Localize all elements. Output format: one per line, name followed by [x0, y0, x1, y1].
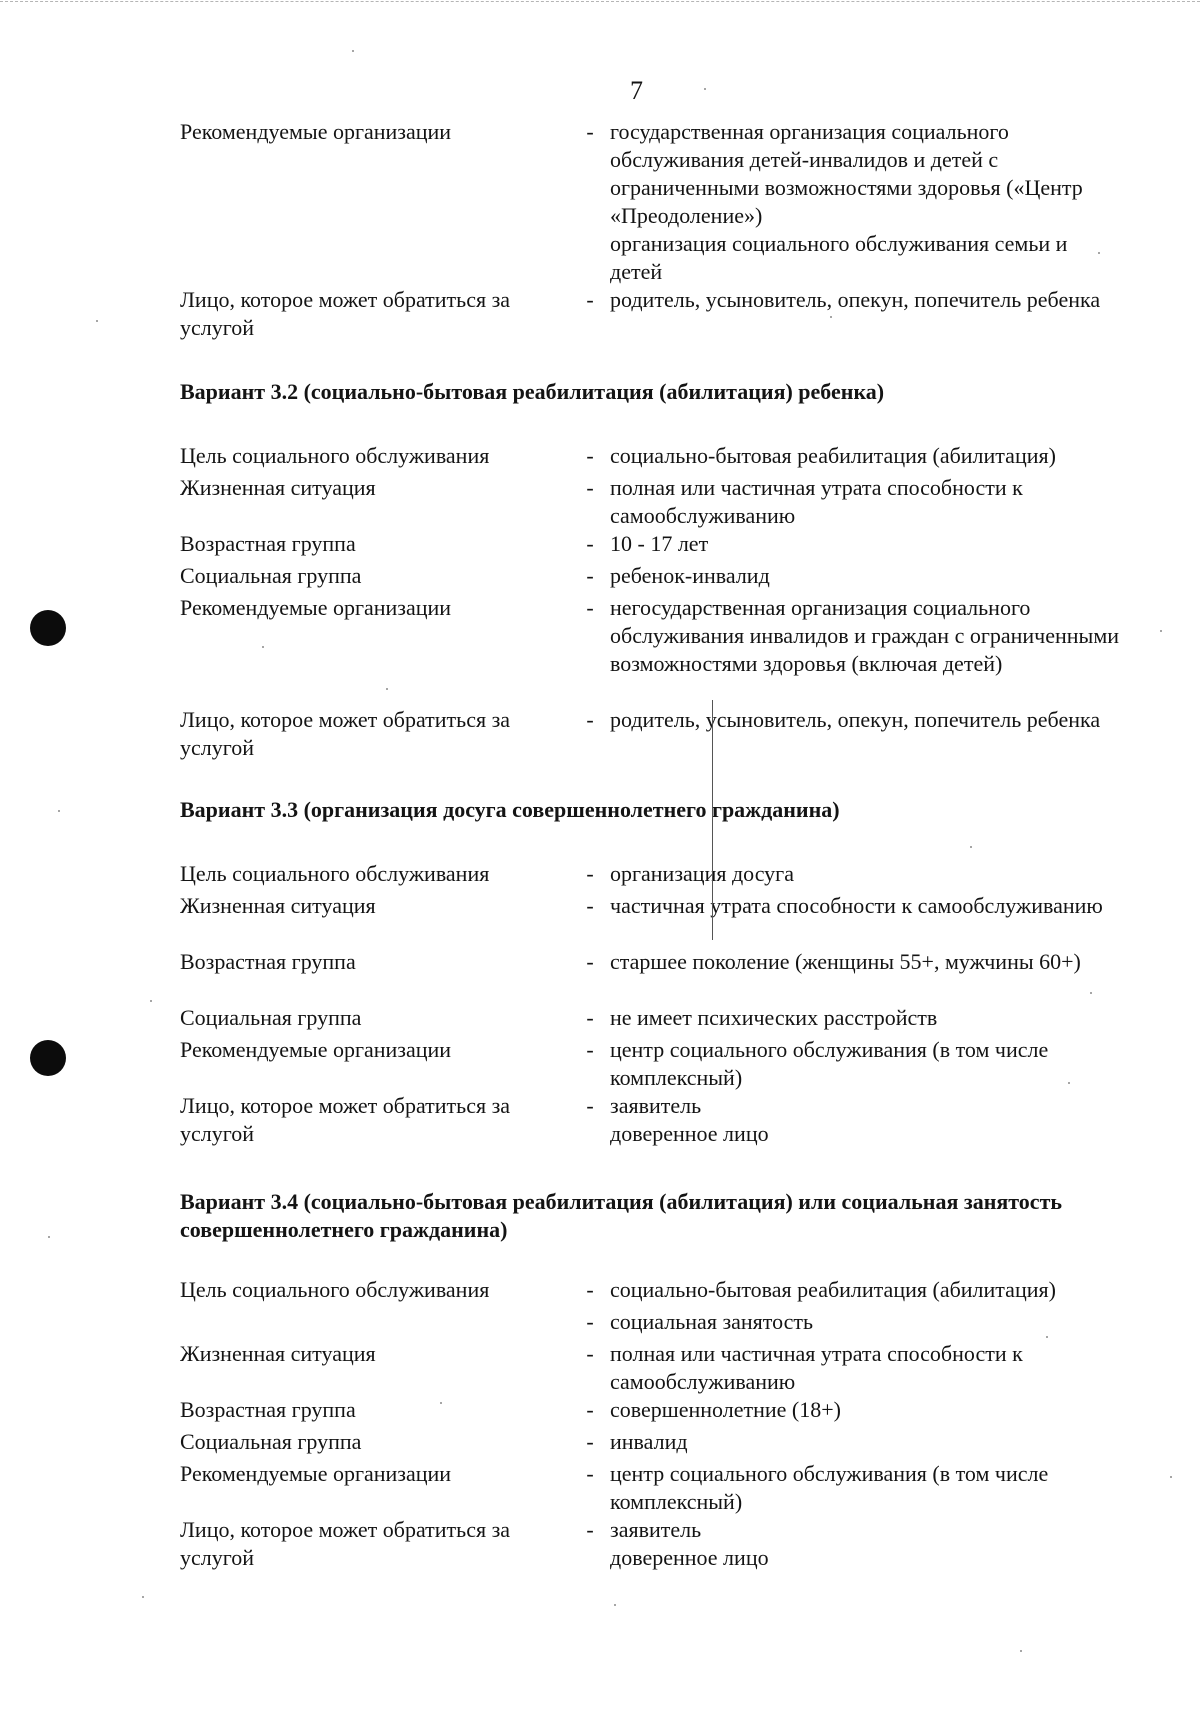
row-value: социально-бытовая реабилитация (абилитация)	[610, 443, 1056, 468]
row-values	[610, 1092, 1120, 1148]
row-label: Возрастная группа	[180, 949, 356, 974]
row-value: негосударственная организация социального обслуживания инвалидов и граждан с ограниченными возможностями здоровья (включая детей)	[610, 595, 1120, 676]
dash-separator: -	[586, 1277, 594, 1302]
row-label: Лицо, которое может обратиться за услугой	[180, 1517, 511, 1570]
row-value: заявитель доверенное лицо	[610, 1517, 769, 1570]
dash-separator: -	[586, 893, 594, 918]
dash-separator: -	[586, 707, 594, 732]
row-label: Рекомендуемые организации	[180, 1037, 452, 1062]
row-label: Социальная группа	[180, 1429, 362, 1454]
binder-hole-mark	[30, 1040, 66, 1076]
dash-separator: -	[586, 1461, 594, 1486]
row-values	[610, 1276, 1120, 1336]
row-label: Цель социального обслуживания	[180, 861, 490, 886]
dash-separator: -	[586, 1341, 594, 1366]
row-value: заявитель доверенное лицо	[610, 1093, 769, 1146]
row-value: центр социального обслуживания (в том числе комплексный)	[610, 1037, 1049, 1090]
row-label: Цель социального обслуживания	[180, 1277, 490, 1302]
page-number: 7	[630, 76, 643, 105]
row-value: полная или частичная утрата способности к самообслуживанию	[610, 475, 1023, 528]
row-value: инвалид	[610, 1429, 688, 1454]
row-label: Жизненная ситуация	[180, 893, 376, 918]
row-value: ребенок-инвалид	[610, 563, 770, 588]
dash-separator: -	[586, 861, 594, 886]
row-label: Рекомендуемые организации	[180, 595, 452, 620]
row-values	[610, 118, 1120, 286]
row-value: частичная утрата способности к самообслуживанию	[610, 893, 1103, 918]
row-values	[610, 562, 1120, 590]
dash-separator: -	[586, 475, 594, 500]
row-value: центр социального обслуживания (в том числе комплексный)	[610, 1461, 1049, 1514]
dash-separator: -	[586, 531, 594, 556]
row-values	[610, 1516, 1120, 1572]
row-value: не имеет психических расстройств	[610, 1005, 938, 1030]
dash-separator: -	[586, 1397, 594, 1422]
row-values	[610, 892, 1120, 920]
section-heading-3-3: Вариант 3.3 (организация досуга совершеннолетнего гражданина)	[180, 797, 840, 822]
dash-separator: -	[586, 1517, 594, 1542]
row-label: Жизненная ситуация	[180, 1341, 376, 1366]
row-label: Лицо, которое может обратиться за услугой	[180, 707, 511, 760]
row-values	[610, 594, 1120, 678]
dash-separator: -	[586, 119, 594, 144]
row-label: Лицо, которое может обратиться за услугой	[180, 287, 511, 340]
scan-line-artifact	[712, 700, 713, 940]
dash-separator: -	[586, 287, 594, 312]
row-label: Возрастная группа	[180, 1397, 356, 1422]
dash-separator: -	[586, 443, 594, 468]
row-value: социально-бытовая реабилитация (абилитация)	[610, 1277, 1056, 1302]
dash-separator: -	[586, 1005, 594, 1030]
section-heading-3-2: Вариант 3.2 (социально-бытовая реабилитация (абилитация) ребенка)	[180, 379, 885, 404]
row-label: Возрастная группа	[180, 531, 356, 556]
row-value: совершеннолетние (18+)	[610, 1397, 841, 1422]
dash-separator: -	[586, 595, 594, 620]
row-values	[610, 706, 1120, 734]
row-value: 10 - 17 лет	[610, 531, 709, 556]
dash-separator: -	[586, 1309, 594, 1334]
row-value: полная или частичная утрата способности к самообслуживанию	[610, 1341, 1023, 1394]
row-values	[610, 860, 1120, 888]
row-values	[610, 1396, 1120, 1424]
row-label: Лицо, которое может обратиться за услугой	[180, 1093, 511, 1146]
row-values	[610, 1004, 1120, 1032]
row-value: родитель, усыновитель, опекун, попечитель ребенка	[610, 707, 1101, 732]
row-value: организация досуга	[610, 861, 794, 886]
row-values	[610, 286, 1120, 314]
row-label: Социальная группа	[180, 1005, 362, 1030]
dash-separator: -	[586, 1037, 594, 1062]
row-value: родитель, усыновитель, опекун, попечитель ребенка	[610, 287, 1101, 312]
row-label: Рекомендуемые организации	[180, 1461, 452, 1486]
row-value: государственная организация социального обслуживания детей-инвалидов и детей с ограниченными возможностями здоровья («Центр «Преодоление») организация социального обслуживания семьи и детей	[610, 119, 1083, 284]
row-label: Рекомендуемые организации	[180, 119, 452, 144]
row-label: Жизненная ситуация	[180, 475, 376, 500]
row-values	[610, 1340, 1120, 1396]
row-label: Цель социального обслуживания	[180, 443, 490, 468]
row-value: старшее поколение (женщины 55+, мужчины 60+)	[610, 949, 1081, 974]
row-values	[610, 1428, 1120, 1456]
section-heading-3-4: Вариант 3.4 (социально-бытовая реабилитация (абилитация) или социальная занятость совершеннолетнего гражданина)	[180, 1189, 1063, 1242]
binder-hole-mark	[30, 610, 66, 646]
row-values	[610, 530, 1120, 558]
row-value: социальная занятость	[610, 1309, 814, 1334]
scan-top-edge	[0, 1, 1200, 2]
row-values	[610, 442, 1120, 470]
row-label: Социальная группа	[180, 563, 362, 588]
row-values	[610, 948, 1120, 976]
dash-separator: -	[586, 1093, 594, 1118]
row-values	[610, 1460, 1120, 1516]
row-values	[610, 1036, 1120, 1092]
row-values	[610, 474, 1120, 530]
dash-separator: -	[586, 1429, 594, 1454]
dash-separator: -	[586, 563, 594, 588]
dash-separator: -	[586, 949, 594, 974]
